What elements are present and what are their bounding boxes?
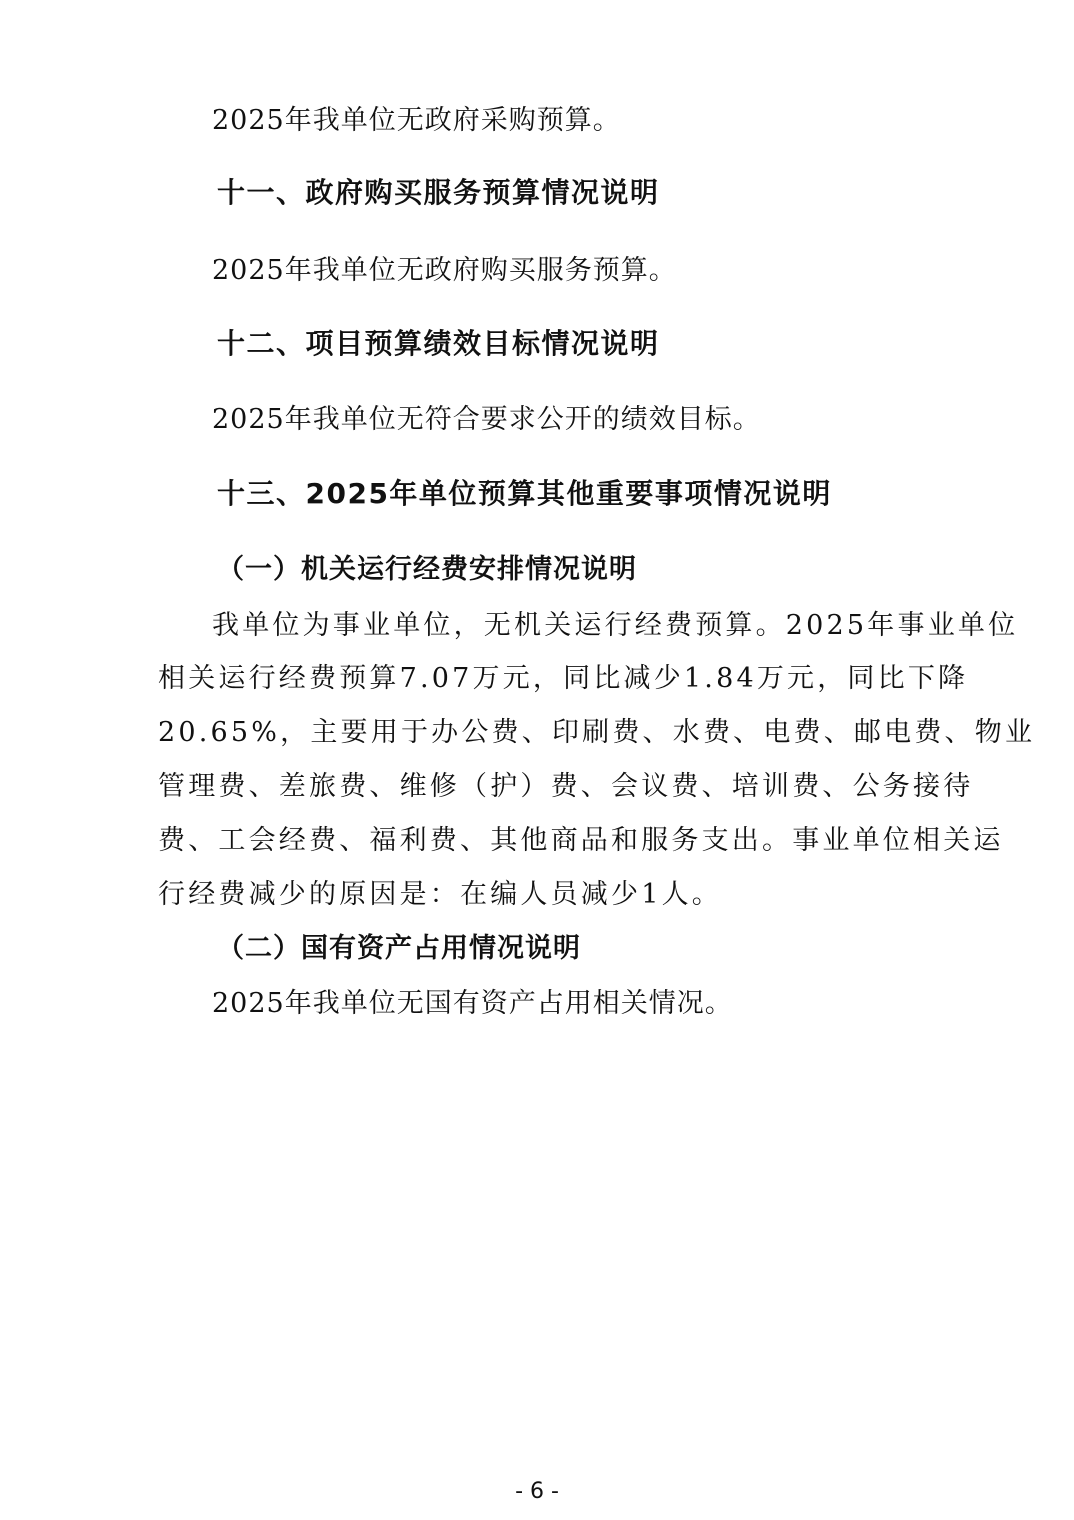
- subsection-1-line: 费、工会经费、福利费、其他商品和服务支出。事业单位相关运: [158, 825, 1004, 856]
- section-10-body: 2025年我单位无政府采购预算。: [212, 105, 621, 136]
- subsection-2-body: 2025年我单位无国有资产占用相关情况。: [212, 988, 733, 1019]
- subsection-1-line: 行经费减少的原因是：在编人员减少1人。: [158, 879, 722, 910]
- subsection-1-heading: （一）机关运行经费安排情况说明: [217, 554, 637, 585]
- page-number: - 6 -: [515, 1479, 559, 1504]
- section-11-heading: 十一、政府购买服务预算情况说明: [217, 176, 660, 209]
- section-13-heading: 十三、2025年单位预算其他重要事项情况说明: [217, 477, 832, 510]
- subsection-1-line: 管理费、差旅费、维修（护）费、会议费、培训费、公务接待: [158, 771, 974, 802]
- subsection-1-line: 相关运行经费预算7.07万元，同比减少1.84万元，同比下降: [158, 663, 969, 694]
- subsection-2-heading: （二）国有资产占用情况说明: [217, 933, 581, 964]
- section-12-body: 2025年我单位无符合要求公开的绩效目标。: [212, 404, 761, 435]
- section-11-body: 2025年我单位无政府购买服务预算。: [212, 255, 677, 286]
- subsection-1-line: 我单位为事业单位，无机关运行经费预算。2025年事业单位: [212, 610, 1019, 641]
- section-12-heading: 十二、项目预算绩效目标情况说明: [217, 327, 660, 360]
- subsection-1-line: 20.65%，主要用于办公费、印刷费、水费、电费、邮电费、物业: [158, 717, 1036, 748]
